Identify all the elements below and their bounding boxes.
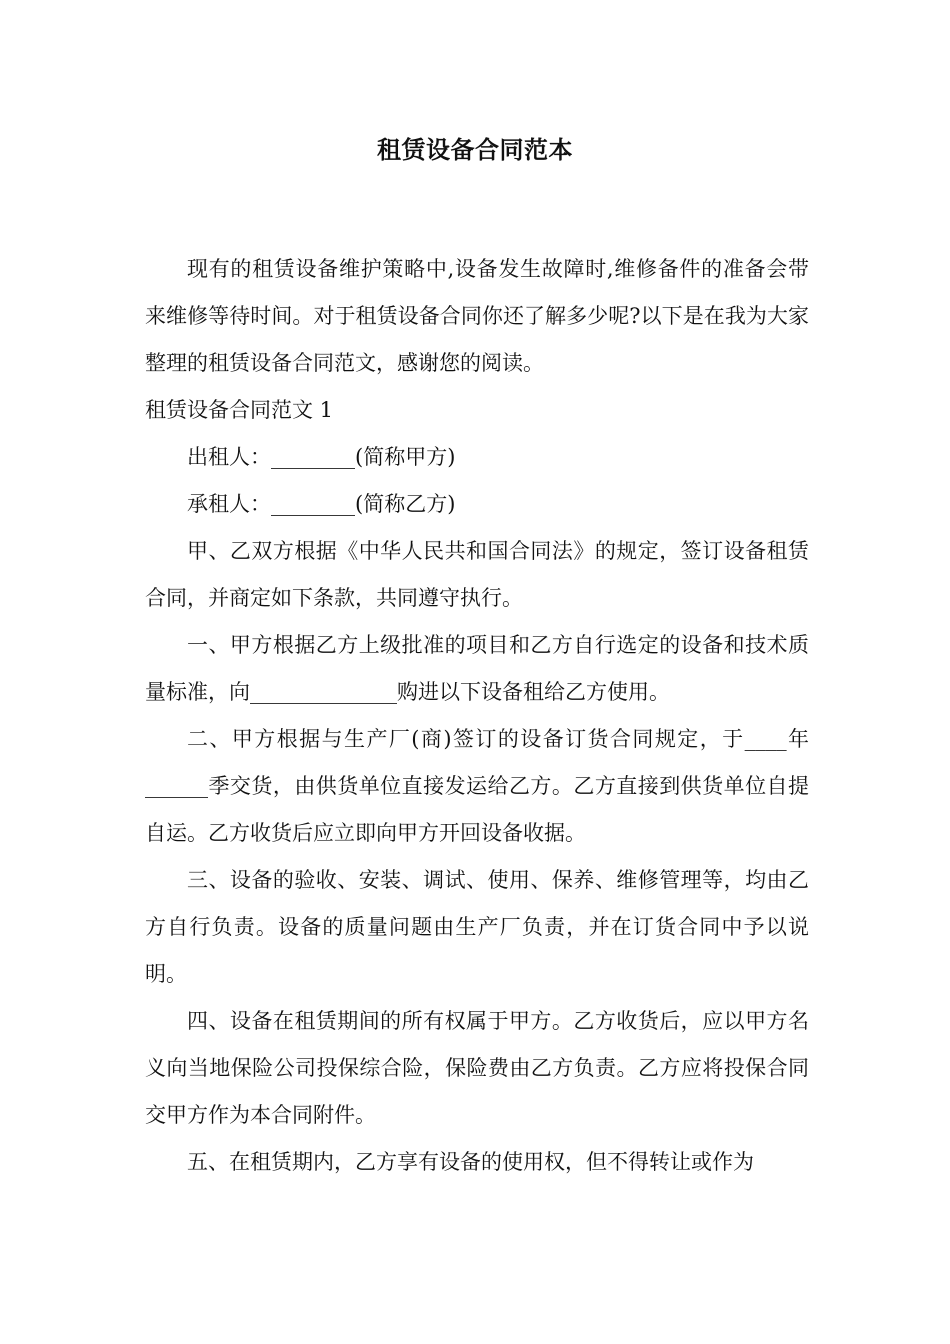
lessee-line: 承租人：________(简称乙方) [187, 492, 456, 516]
intro-paragraph: 现有的租赁设备维护策略中,设备发生故障时,维修备件的准备会带来维修等待时间。对于租赁设备合同你还了解多少呢?以下是在我为大家整理的租赁设备合同范文，感谢您的阅读。 [145, 257, 809, 375]
clause-5: 五、在租赁期内，乙方享有设备的使用权，但不得转让或作为 [187, 1150, 754, 1174]
section-heading: 租赁设备合同范文 1 [145, 398, 334, 422]
clause-2: 二、甲方根据与生产厂(商)签订的设备订货合同规定，于____年______季交货，由供货单位直接发运给乙方。乙方直接到供货单位自提自运。乙方收货后应立即向甲方开回设备收据。 [145, 727, 809, 845]
clause-3: 三、设备的验收、安装、调试、使用、保养、维修管理等，均由乙方自行负责。设备的质量问题由生产厂负责，并在订货合同中予以说明。 [145, 868, 809, 986]
document-title: 租赁设备合同范本 [377, 136, 573, 164]
lessor-line: 出租人：________(简称甲方) [187, 445, 456, 469]
document-body [145, 246, 809, 1186]
preamble-paragraph: 甲、乙双方根据《中华人民共和国合同法》的规定，签订设备租赁合同，并商定如下条款，共同遵守执行。 [145, 539, 809, 610]
clause-4: 四、设备在租赁期间的所有权属于甲方。乙方收货后，应以甲方名义向当地保险公司投保综合险，保险费由乙方负责。乙方应将投保合同交甲方作为本合同附件。 [145, 1009, 809, 1127]
clause-1: 一、甲方根据乙方上级批准的项目和乙方自行选定的设备和技术质量标准，向______________购进以下设备租给乙方使用。 [145, 633, 809, 704]
